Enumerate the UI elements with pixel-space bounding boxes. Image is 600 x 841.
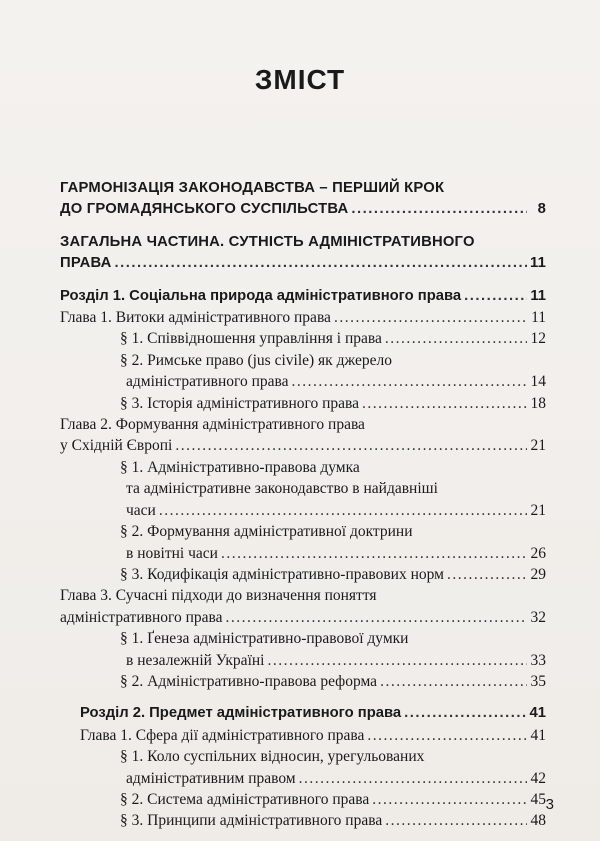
toc-entry: [60, 628, 546, 649]
toc-entry-page: 21: [530, 501, 546, 519]
toc-entry: [60, 521, 546, 542]
toc-entry-page: 42: [530, 769, 546, 787]
toc-entry: [60, 725, 546, 746]
toc-entry-page: 35: [530, 672, 546, 690]
toc-entry-page: 11: [531, 309, 546, 327]
toc-leader-dots: [175, 435, 527, 456]
toc-entry-title: та адміністративне законодавство в найдавніші: [126, 480, 438, 498]
toc-entry: [60, 585, 546, 606]
toc-entry: [60, 607, 546, 628]
toc-leader-dots: [115, 253, 527, 274]
toc-leader-dots: [367, 725, 527, 746]
toc-entry-title: часи: [126, 501, 156, 519]
toc-entry-page: 11: [530, 287, 546, 304]
toc-leader-dots: [380, 671, 527, 692]
toc-entry-page: 14: [530, 373, 546, 391]
toc-entry-title: § 2. Система адміністративного права: [120, 790, 370, 808]
toc-leader-dots: [385, 328, 527, 349]
toc-entry-title: § 1. Ґенеза адміністративно-правової думки: [120, 630, 409, 648]
toc-entry-title: Глава 1. Витоки адміністративного права: [60, 309, 331, 327]
toc-entry-title: § 1. Адміністративно-правова думка: [120, 458, 360, 476]
toc-entry-title: Глава 1. Сфера дії адміністративного права: [80, 726, 365, 744]
toc-entry-title: в незалежній Україні: [126, 651, 265, 669]
toc-leader-dots: [372, 789, 527, 810]
toc-entry: [60, 768, 546, 789]
toc-entry-page: 26: [530, 544, 546, 562]
toc-entry-title: § 3. Принципи адміністративного права: [120, 812, 383, 830]
toc-entry: [60, 307, 546, 328]
toc-entry-title: § 1. Коло суспільних відносин, урегульованих: [120, 748, 425, 766]
toc-leader-dots: [334, 307, 527, 328]
page-number: 3: [545, 796, 554, 813]
toc-leader-dots: [267, 650, 527, 671]
toc-entry-title: § 2. Римське право (jus civile) як джерело: [120, 351, 392, 369]
toc-entry: [60, 393, 546, 414]
toc-entry: [60, 789, 546, 810]
toc-entry: [60, 253, 546, 274]
toc-entry: [60, 414, 546, 435]
toc-entry-title: адміністративного права: [60, 608, 223, 626]
toc-entry-page: 48: [530, 812, 546, 830]
toc-entry-page: 21: [530, 437, 546, 455]
toc-entry-page: 45: [530, 790, 546, 808]
toc-entry: [60, 371, 546, 392]
toc-entry: [60, 543, 546, 564]
toc-leader-dots: [159, 500, 527, 521]
toc-entry-title: § 2. Формування адміністративної доктрини: [120, 523, 413, 541]
toc-entry-page: 11: [529, 255, 546, 272]
toc-leader-dots: [385, 810, 527, 831]
toc-entry-page: 41: [529, 705, 546, 722]
page-title: ЗМІСТ: [254, 64, 346, 95]
toc-entry: [60, 350, 546, 371]
toc-entry-page: 32: [530, 608, 546, 626]
toc-entry-title: ГАРМОНІЗАЦІЯ ЗАКОНОДАВСТВА – ПЕРШИЙ КРОК: [60, 180, 445, 196]
toc-entry: [60, 500, 546, 521]
toc-entry: [60, 564, 546, 585]
toc-entry-page: 41: [530, 726, 546, 744]
toc-entry-title: Глава 2. Формування адміністративного права: [60, 416, 365, 434]
toc-entry-title: адміністративного права: [126, 373, 289, 391]
toc-leader-dots: [226, 607, 527, 628]
toc-entry-page: 8: [537, 201, 546, 218]
toc-entry-title: § 3. Кодифікація адміністративно-правових норм: [120, 565, 444, 583]
toc-entry-title: ЗАГАЛЬНА ЧАСТИНА. СУТНІСТЬ АДМІНІСТРАТИВНОГО: [60, 233, 475, 250]
toc-entry: [60, 810, 546, 831]
toc-leader-dots: [351, 199, 527, 220]
toc-leader-dots: [221, 543, 527, 564]
toc-entry: [60, 232, 546, 253]
toc-entry-title: ДО ГРОМАДЯНСЬКОГО СУСПІЛЬСТВА: [60, 201, 349, 218]
toc-entry-title: Глава 3. Сучасні підходи до визначення поняття: [60, 587, 377, 605]
toc-entry: [60, 746, 546, 767]
toc-entry: [60, 435, 546, 456]
toc-entry-page: 29: [530, 565, 546, 583]
toc-leader-dots: [404, 703, 526, 724]
toc-entry-title: § 1. Співвідношення управління і права: [120, 330, 382, 348]
toc-entry: [60, 650, 546, 671]
toc-entry-page: 18: [530, 394, 546, 412]
table-of-contents: [60, 178, 546, 832]
toc-entry-title: Розділ 2. Предмет адміністративного права: [80, 705, 402, 722]
toc-leader-dots: [292, 371, 527, 392]
toc-entry-title: Розділ 1. Соціальна природа адміністративного права: [60, 287, 462, 304]
toc-leader-dots: [362, 393, 527, 414]
toc-leader-dots: [447, 564, 527, 585]
toc-entry-title: ПРАВА: [60, 255, 112, 272]
toc-entry-title: § 2. Адміністративно-правова реформа: [120, 672, 378, 690]
toc-entry: [60, 178, 546, 199]
toc-entry: [60, 703, 546, 724]
toc-entry-title: адміністративним правом: [126, 769, 296, 787]
toc-entry: [60, 328, 546, 349]
toc-entry: [60, 478, 546, 499]
toc-entry: [60, 286, 546, 307]
toc-entry-title: в новітні часи: [126, 544, 218, 562]
toc-entry: [60, 457, 546, 478]
toc-entry-title: у Східній Європі: [60, 437, 173, 455]
toc-entry-title: § 3. Історія адміністративного права: [120, 394, 360, 412]
toc-entry: [60, 199, 546, 220]
toc-entry-page: 33: [530, 651, 546, 669]
toc-entry: [60, 671, 546, 692]
toc-entry-page: 12: [530, 330, 546, 348]
toc-leader-dots: [299, 768, 527, 789]
toc-leader-dots: [464, 286, 527, 307]
